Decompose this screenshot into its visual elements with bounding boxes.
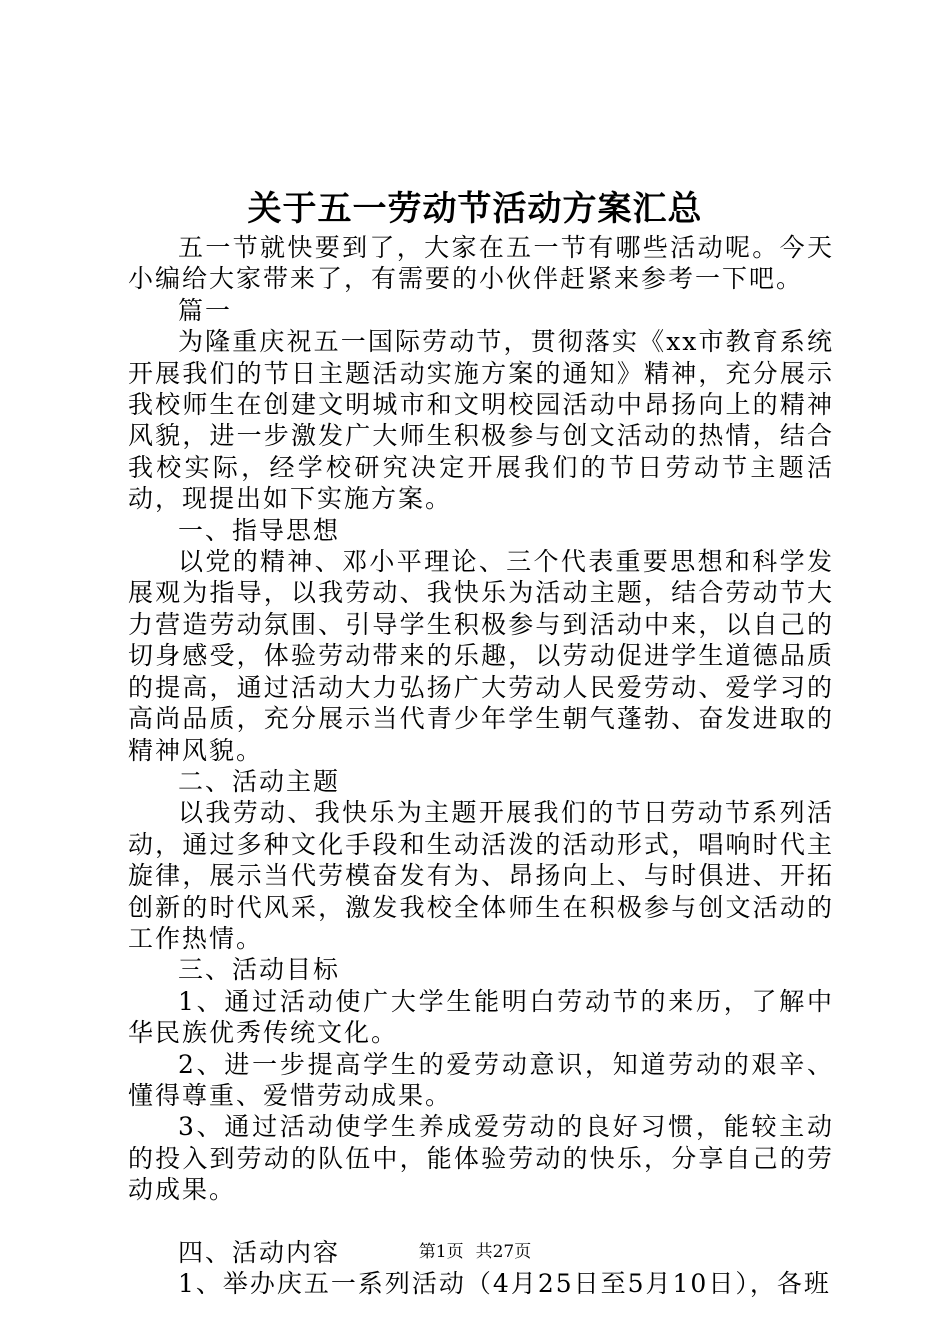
- body-paragraph: 以我劳动、我快乐为主题开展我们的节日劳动节系列活动，通过多种文化手段和生动活泼的活动形式，唱响时代主旋律，展示当代劳模奋发有为、昂扬向上、与时俱进、开拓创新的时代风采，激发我校全体师生在积极参与创文活动的工作热情。: [128, 798, 834, 953]
- list-item: 1、举办庆五一系列活动（4月25日至5月10日），各班: [178, 1269, 831, 1299]
- page-total: 共27页: [475, 1242, 532, 1262]
- paragraph-gap: [128, 1206, 834, 1237]
- section-heading: 一、指导思想: [178, 515, 341, 545]
- document-title: 关于五一劳动节活动方案汇总: [247, 189, 703, 229]
- section-heading: 四、活动内容: [178, 1237, 341, 1267]
- body-paragraph: 以党的精神、邓小平理论、三个代表重要思想和科学发展观为指导，以我劳动、我快乐为活动主题，结合劳动节大力营造劳动氛围、引导学生积极参与到活动中来，以自己的切身感受，体验劳动带来的乐趣，以劳动促进学生道德品质的提高，通过活动大力弘扬广大劳动人民爱劳动、爱学习的高尚品质，充分展示当代青少年学生朝气蓬勃、奋发进取的精神风貌。: [128, 547, 834, 765]
- section-label: 篇一: [178, 295, 233, 325]
- section-heading: 三、活动目标: [178, 955, 341, 985]
- section-heading: 二、活动主题: [178, 766, 341, 796]
- intro-paragraph: 五一节就快要到了，大家在五一节有哪些活动呢。今天小编给大家带来了，有需要的小伙伴赶紧来参考一下吧。: [128, 233, 834, 294]
- body-paragraph: 为隆重庆祝五一国际劳动节，贯彻落实《xx市教育系统开展我们的节日主题活动实施方案的通知》精神，充分展示我校师生在创建文明城市和文明校园活动中昂扬向上的精神风貌，进一步激发广大师生积极参与创文活动的热情，结合我校实际，经学校研究决定开展我们的节日劳动节主题活动，现提出如下实施方案。: [128, 327, 834, 514]
- page-footer: [0, 1240, 950, 1264]
- list-item: 3、通过活动使学生养成爱劳动的良好习惯，能较主动的投入到劳动的队伍中，能体验劳动的快乐，分享自己的劳动成果。: [128, 1112, 834, 1205]
- list-item: 1、通过活动使广大学生能明白劳动节的来历，了解中华民族优秀传统文化。: [128, 986, 834, 1048]
- list-item: 2、进一步提高学生的爱劳动意识，知道劳动的艰辛、懂得尊重、爱惜劳动成果。: [128, 1049, 834, 1110]
- page-number: 第1页: [418, 1242, 464, 1262]
- document-body: [128, 232, 834, 1300]
